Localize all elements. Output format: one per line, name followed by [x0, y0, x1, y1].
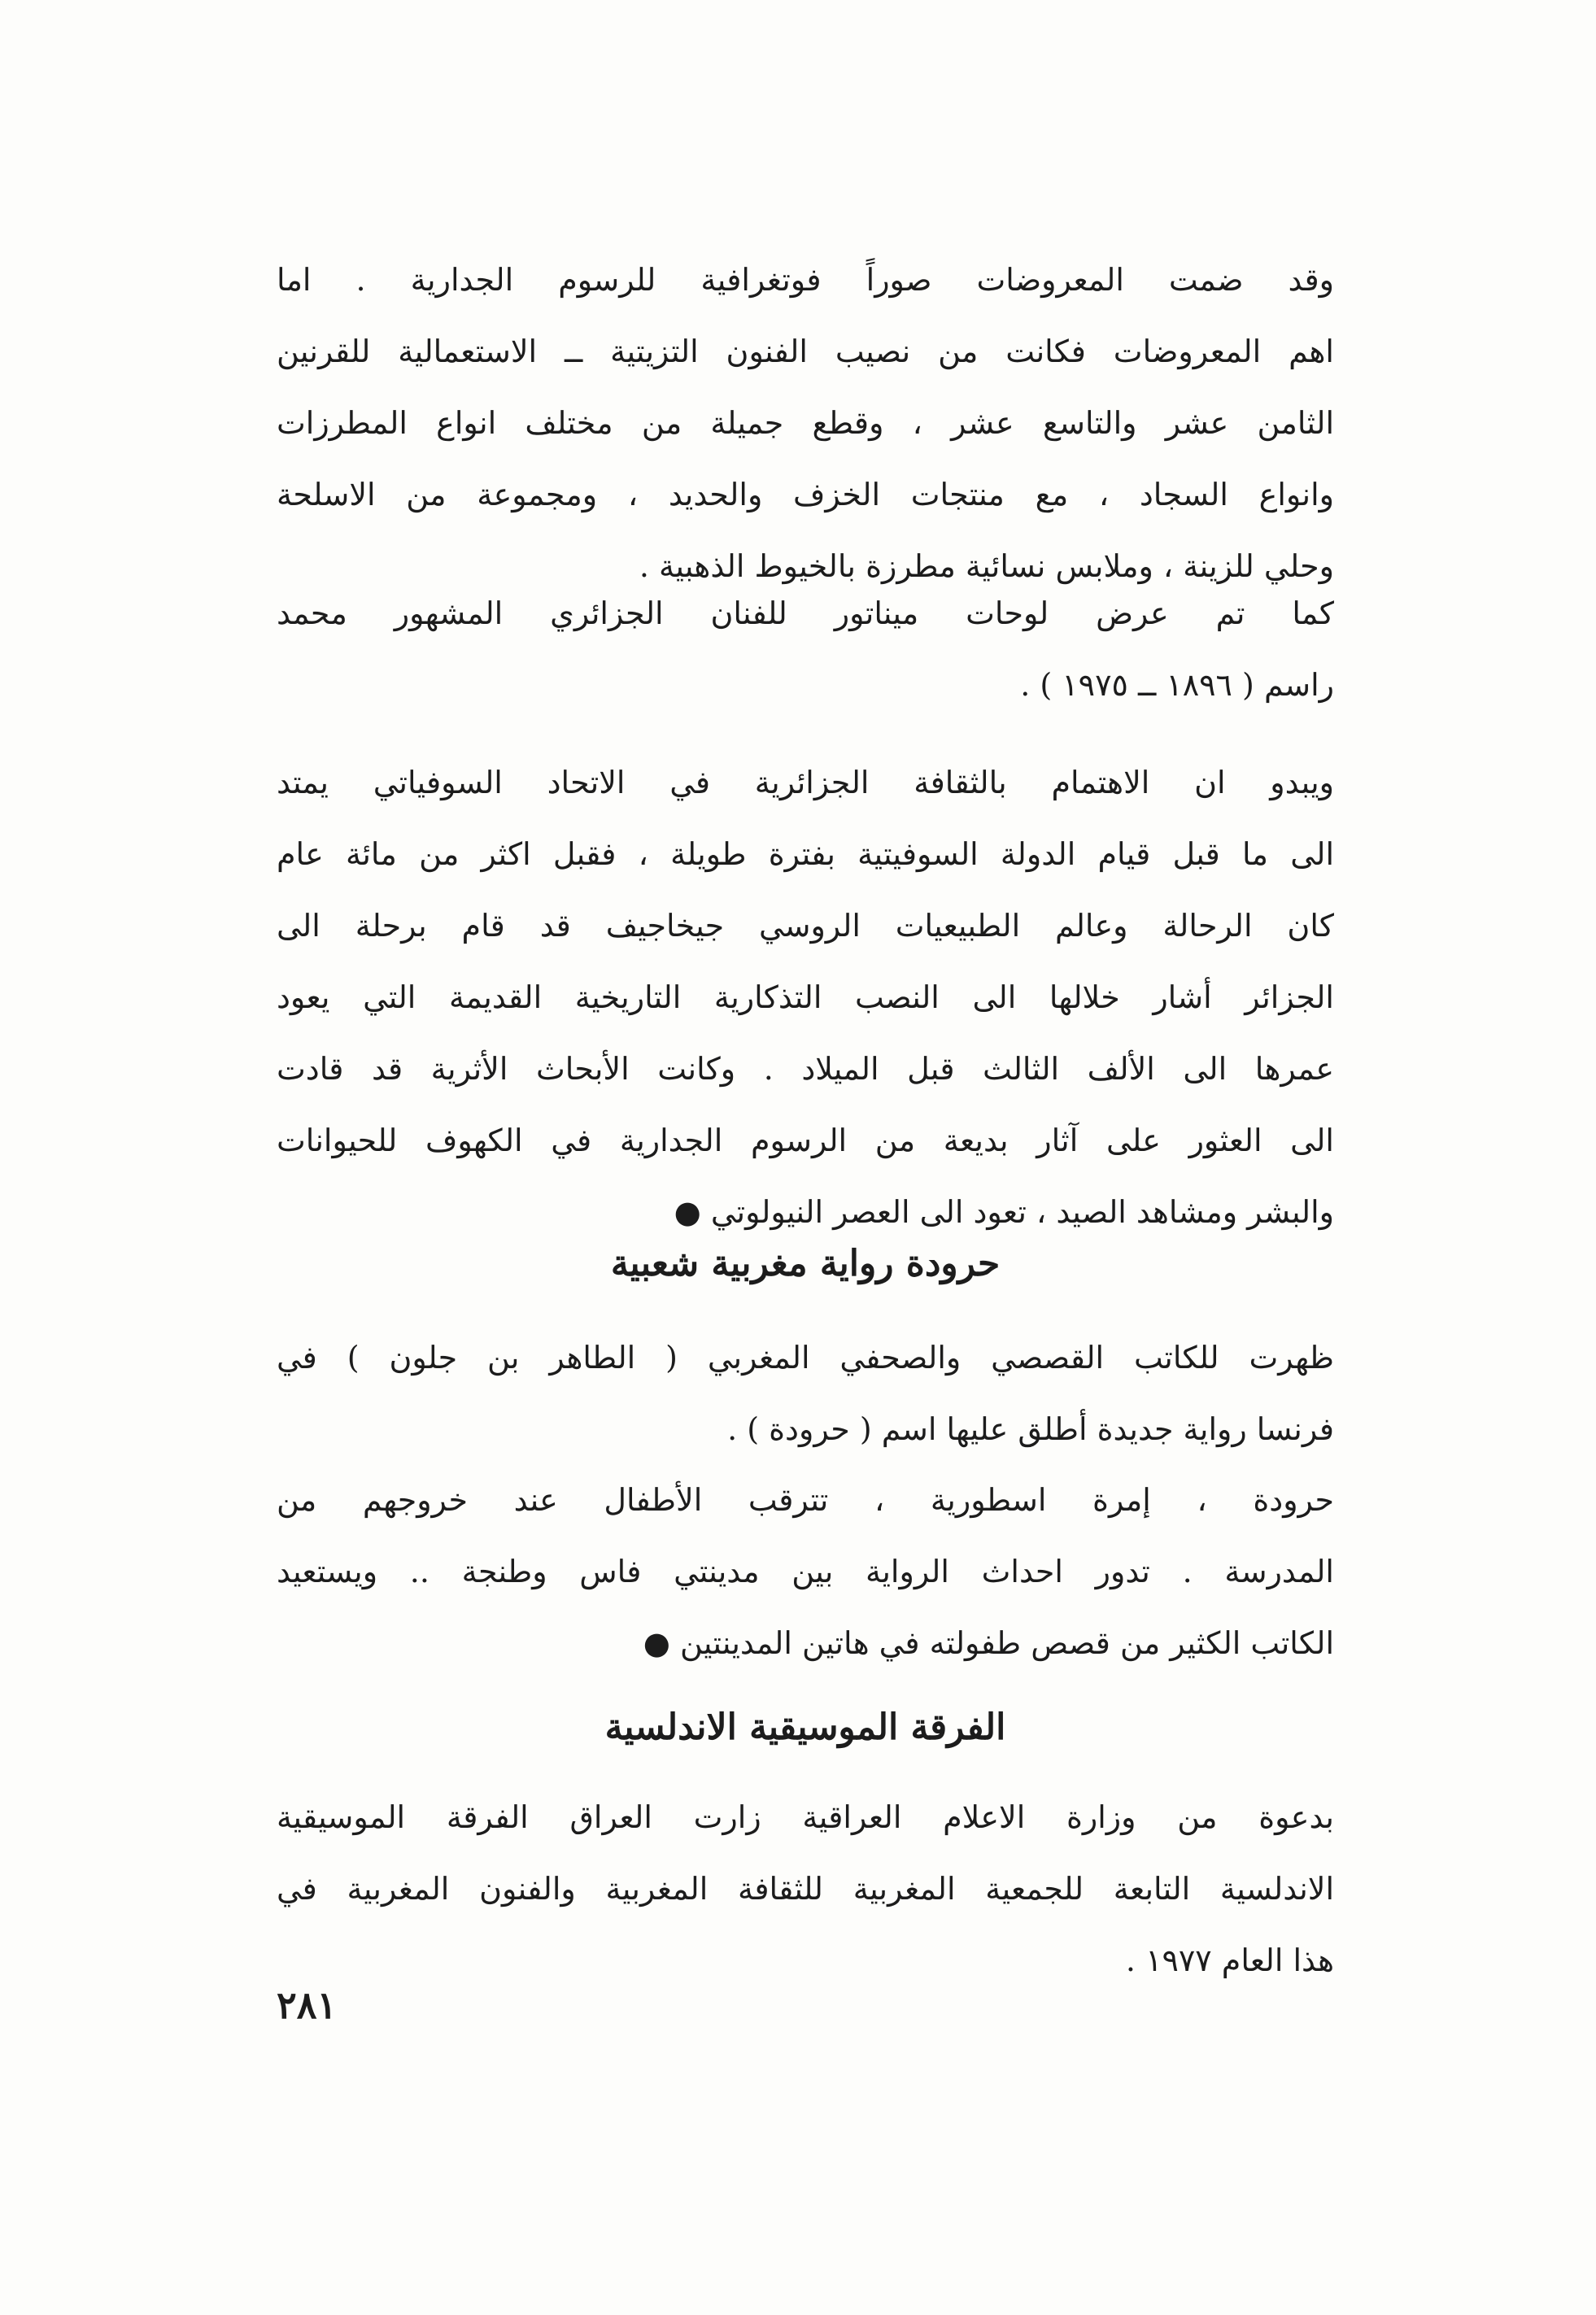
text-line: الجزائر أشار خلالها الى النصب التذكارية التاريخية القديمة التي يعود — [277, 979, 1334, 1015]
text-line: حرودة ، إمرة اسطورية ، تترقب الأطفال عند خروجهم من — [277, 1482, 1334, 1518]
text-line: والبشر ومشاهد الصيد ، تعود الى العصر النيولوتي ● — [674, 1194, 1334, 1230]
paragraph-miniatures — [277, 578, 1334, 721]
text-line: وانواع السجاد ، مع منتجات الخزف والحديد ، ومجموعة من الاسلحة — [277, 477, 1334, 512]
section-heading-harouda: حرودة رواية مغربية شعبية — [610, 1243, 1001, 1284]
text-line: الكاتب الكثير من قصص طفولته في هاتين المدينتين ● — [643, 1625, 1334, 1661]
paragraph-soviet-interest — [277, 747, 1334, 1248]
paragraph-exhibits — [277, 244, 1334, 602]
text-line: الثامن عشر والتاسع عشر ، وقطع جميلة من مختلف انواع المطرزات — [277, 405, 1334, 441]
text-line: كما تم عرض لوحات ميناتور للفنان الجزائري المشهور محمد — [277, 595, 1334, 631]
text-line: ظهرت للكاتب القصصي والصحفي المغربي ( الطاهر بن جلون ) في — [277, 1340, 1334, 1375]
text-line: بدعوة من وزارة الاعلام العراقية زارت العراق الفرقة الموسيقية — [277, 1799, 1334, 1835]
paragraph-novel-intro — [277, 1322, 1334, 1465]
section-heading-andalusian-orchestra: الفرقة الموسيقية الاندلسية — [604, 1707, 1006, 1748]
paragraph-orchestra-visit — [277, 1781, 1334, 1996]
text-line: المدرسة . تدور احداث الرواية بين مدينتي فاس وطنجة .. ويستعيد — [277, 1554, 1334, 1589]
text-line: عمرها الى الألف الثالث قبل الميلاد . وكانت الأبحاث الأثرية قد قادت — [277, 1051, 1334, 1087]
text-line: الى ما قبل قيام الدولة السوفيتية بفترة طويلة ، فقبل اكثر من مائة عام — [277, 836, 1334, 872]
text-line: كان الرحالة وعالم الطبيعيات الروسي جيخاجيف قد قام برحلة الى — [277, 908, 1334, 944]
text-line: اهم المعروضات فكانت من نصيب الفنون التزيتية ــ الاستعمالية للقرنين — [277, 334, 1334, 369]
text-line: هذا العام ١٩٧٧ . — [1125, 1942, 1334, 1978]
text-line: راسم ( ١٨٩٦ ــ ١٩٧٥ ) . — [1020, 667, 1334, 703]
paragraph-novel-plot — [277, 1464, 1334, 1679]
text-line: وحلي للزينة ، وملابس نسائية مطرزة بالخيوط الذهبية . — [639, 548, 1334, 584]
text-line: وقد ضمت المعروضات صوراً فوتغرافية للرسوم الجدارية . اما — [277, 262, 1334, 298]
text-line: فرنسا رواية جديدة أطلق عليها اسم ( حرودة ) . — [727, 1411, 1334, 1447]
text-line: ويبدو ان الاهتمام بالثقافة الجزائرية في الاتحاد السوفياتي يمتد — [277, 765, 1334, 800]
text-line: الى العثور على آثار بديعة من الرسوم الجدارية في الكهوف للحيوانات — [277, 1123, 1334, 1158]
text-line: الاندلسية التابعة للجمعية المغربية للثقافة المغربية والفنون المغربية في — [277, 1871, 1334, 1907]
page-number: ٢٨١ — [277, 1983, 338, 2027]
